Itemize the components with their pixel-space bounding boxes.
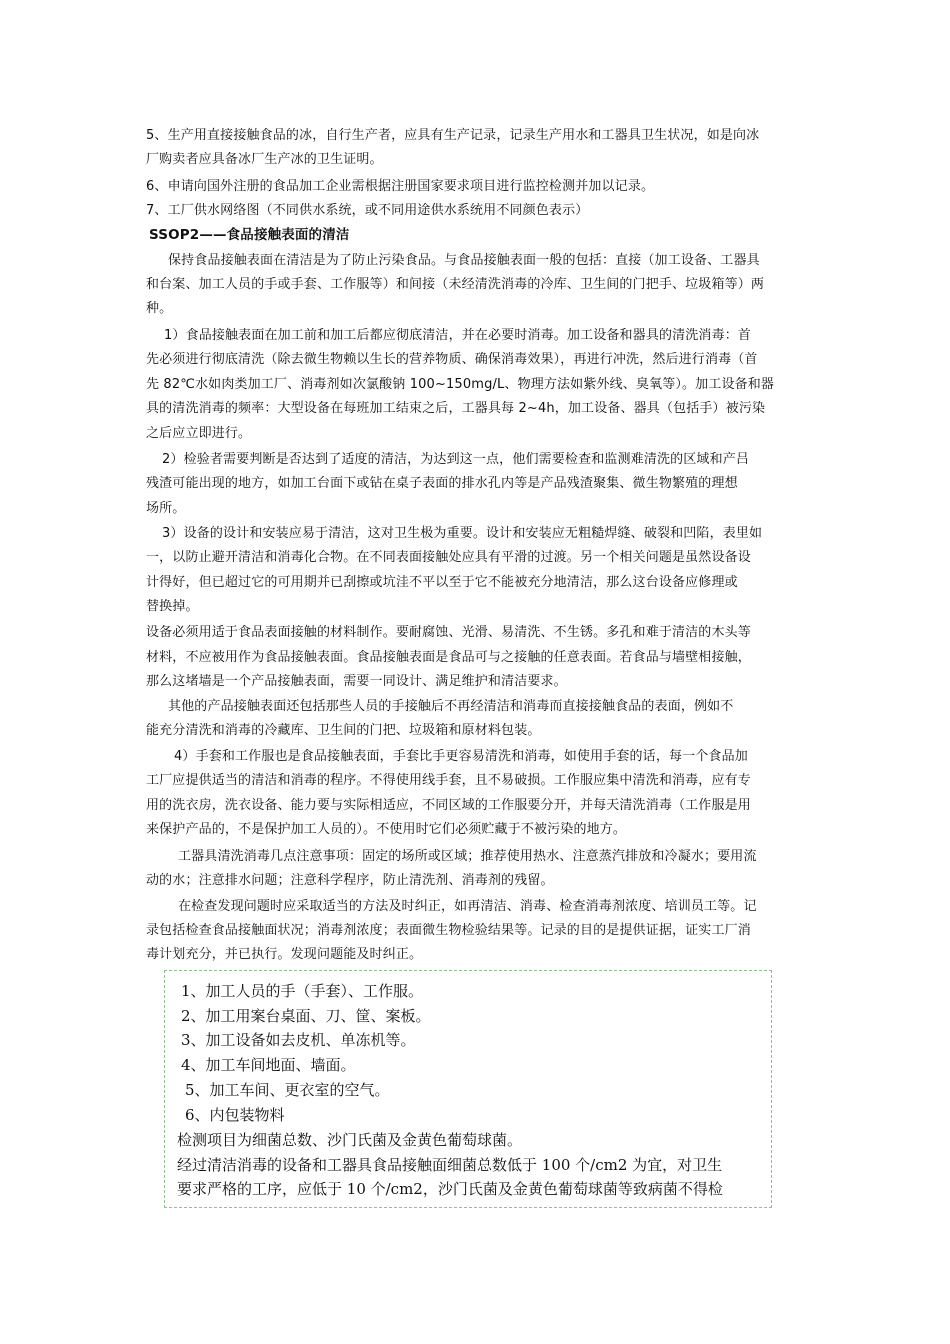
text-line: 用的洗衣房，洗衣设备、能力要与实际相适应，不同区域的工作服要分开，并每天清洗消毒（工作服是用: [146, 798, 751, 813]
section-heading: SSOP2——食品接触表面的清洁: [149, 227, 350, 243]
text-line: 场所。: [146, 501, 186, 516]
text-line: 先必须进行彻底清洗（除去微生物赖以生长的营养物质、确保消毒效果），再进行冲洗，然后进行消毒（首: [146, 352, 758, 367]
box-line: 1、加工人员的手（手套）、工作服。: [181, 982, 424, 1000]
text-line: 工器具清洗消毒几点注意事项：固定的场所或区域；推荐使用热水、注意蒸汽排放和冷凝水；要用流: [178, 849, 757, 864]
text-line: 工厂应提供适当的清洁和消毒的程序。不得使用线手套，且不易破损。工作服应集中清洗和消毒，应有专: [146, 773, 751, 788]
text-line: 保持食品接触表面在清洁是为了防止污染食品。与食品接触表面一般的包括：直接（加工设备、工器具: [168, 253, 760, 268]
text-line: 1）食品接触表面在加工前和加工后都应彻底清洁，并在必要时消毒。加工设备和器具的清洗消毒：首: [164, 328, 752, 343]
text-line: 7、工厂供水网络图（不同供水系统，或不同用途供水系统用不同颜色表示）: [146, 203, 589, 218]
text-line: 4）手套和工作服也是食品接触表面，手套比手更容易清洗和消毒，如使用手套的话，每一个食品加: [174, 749, 748, 764]
text-line: 厂购卖者应具备冰厂生产冰的卫生证明。: [146, 152, 383, 167]
box-line: 4、加工车间地面、墙面。: [181, 1056, 356, 1074]
text-line: 其他的产品接触表面还包括那些人员的手接触后不再经清洁和消毒而直接接触食品的表面，例如不: [168, 699, 734, 714]
box-line: 6、内包装物料: [185, 1106, 285, 1124]
text-line: 来保护产品的，不是保护加工人员的）。不使用时它们必须贮藏于不被污染的地方。: [146, 822, 627, 837]
text-line: 录包括检查食品接触面状况；消毒剂浓度；表面微生物检验结果等。记录的目的是提供证据，证实工厂消: [146, 923, 751, 938]
text-line: 材料，不应被用作为食品接触表面。食品接触表面是食品可与之接触的任意表面。若食品与墙壁相接触，: [146, 650, 751, 665]
text-line: 毒计划充分，并已执行。发现问题能及时纠正。: [146, 947, 423, 962]
box-line: 经过清洁消毒的设备和工器具食品接触面细菌总数低于 100 个/cm2 为宜，对卫生: [177, 1156, 723, 1174]
box-line: 3、加工设备如去皮机、单冻机等。: [181, 1031, 416, 1049]
text-line: 那么这堵墙是一个产品接触表面，需要一同设计、满足维护和清洁要求。: [146, 674, 567, 689]
box-line: 2、加工用案台桌面、刀、筐、案板。: [181, 1007, 431, 1025]
text-line: 具的清洗消毒的频率：大型设备在每班加工结束之后，工器具每 2~4h，加工设备、器具（包括手）被污染: [146, 401, 766, 416]
box-line: 5、加工车间、更衣室的空气。: [185, 1081, 390, 1099]
text-line: 3）设备的设计和安装应易于清洁，这对卫生极为重要。设计和安装应无粗糙焊缝、破裂和凹陷，表里如: [162, 526, 763, 541]
text-line: 和台案、加工人员的手或手套、工作服等）和间接（未经清洗消毒的冷库、卫生间的门把手、垃圾箱等）两: [146, 277, 765, 292]
text-line: 一，以防止避开清洁和消毒化合物。在不同表面接触处应具有平滑的过渡。另一个相关问题是虽然设备设: [146, 550, 751, 565]
text-line: 种。: [146, 301, 173, 316]
text-line: 能充分清洗和消毒的冷藏库、卫生间的门把、垃圾箱和原材料包装。: [146, 723, 541, 738]
text-line: 计得好，但已超过它的可用期并已刮擦或坑洼不平以至于它不能被充分地清洁，那么这台设备应修理或: [146, 575, 738, 590]
text-line: 先 82℃水如肉类加工厂、消毒剂如次氯酸钠 100~150mg/L、物理方法如紫外线、臭氧等）。加工设备和器: [146, 377, 775, 392]
text-line: 动的水；注意排水问题；注意科学程序，防止清洗剂、消毒剂的残留。: [146, 873, 554, 888]
text-line: 6、申请向国外注册的食品加工企业需根据注册国家要求项目进行监控检测并加以记录。: [146, 179, 655, 194]
text-line: 2）检验者需要判断是否达到了适度的清洁，为达到这一点，他们需要检查和监测难清洗的区域和产吕: [162, 452, 750, 467]
text-box: [164, 970, 772, 1208]
text-line: 设备必须用适于食品表面接触的材料制作。要耐腐蚀、光滑、易清洗、不生锈。多孔和难于清洁的木头等: [146, 625, 751, 640]
text-line: 5、生产用直接接触食品的冰，自行生产者，应具有生产记录，记录生产用水和工器具卫生状况，如是向冰: [146, 128, 760, 143]
text-line: 之后应立即进行。: [146, 426, 252, 441]
text-line: 残渣可能出现的地方，如加工台面下或钻在桌子表面的排水孔内等是产品残渣聚集、微生物繁殖的理想: [146, 476, 738, 491]
text-line: 在检查发现问题时应采取适当的方法及时纠正，如再清洁、消毒、检查消毒剂浓度、培训员工等。记: [178, 899, 757, 914]
box-line: 要求严格的工序，应低于 10 个/cm2，沙门氏菌及金黄色葡萄球菌等致病菌不得检: [177, 1180, 723, 1198]
box-line: 检测项目为细菌总数、沙门氏菌及金黄色葡萄球菌。: [177, 1131, 523, 1149]
text-line: 替换掉。: [146, 599, 199, 614]
